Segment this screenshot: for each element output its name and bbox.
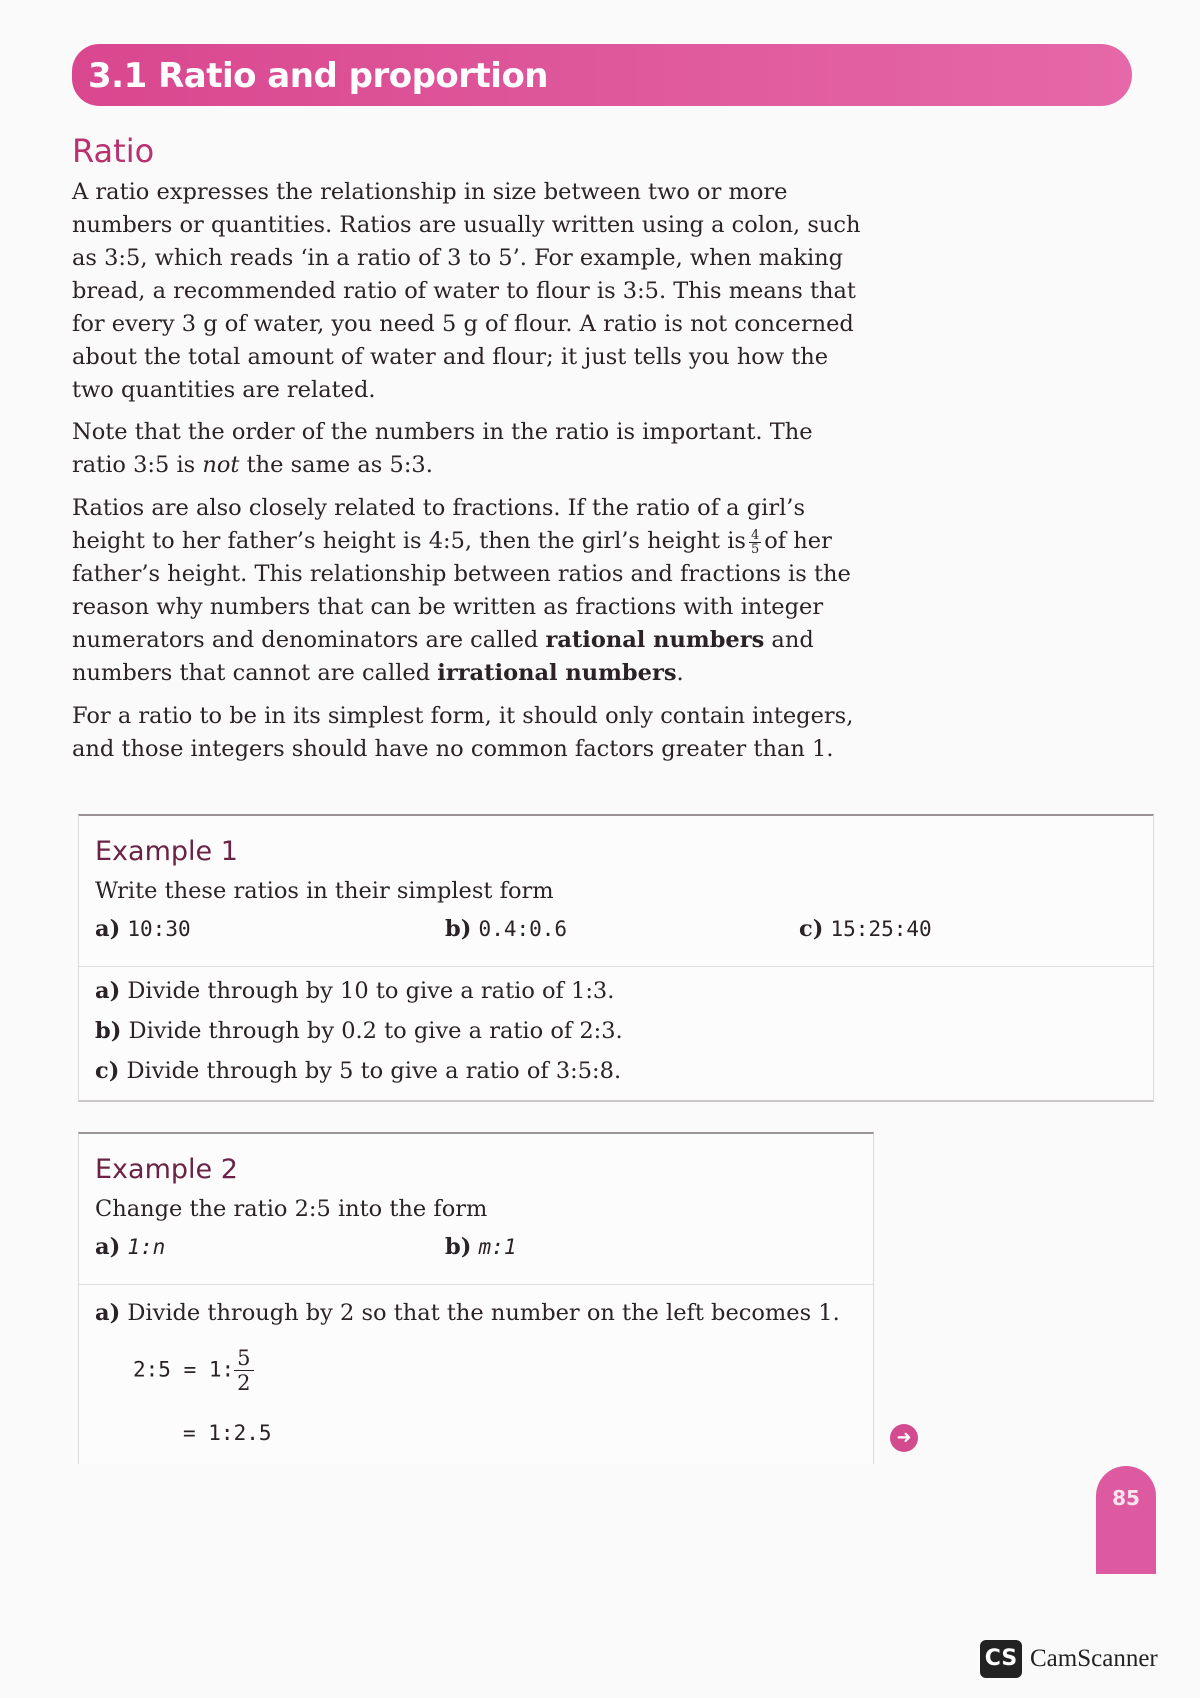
paragraph-fractions-text-d: .	[676, 660, 684, 686]
example-2-prompt: Change the ratio 2:5 into the form	[95, 1196, 488, 1222]
page-number: 85	[1112, 1486, 1140, 1510]
paragraph-fractions-text-b: of her father’s height. This relationship between ratios and fractions is the reason why numbers that can be written as fractions with integer numerators and denominators are called	[72, 528, 851, 653]
example-2-solution-a	[95, 1300, 840, 1326]
equation-line-2	[183, 1420, 272, 1446]
fraction-denominator: 5	[750, 541, 760, 557]
camscanner-logo-icon: CS	[980, 1640, 1022, 1678]
chapter-title: 3.1 Ratio and proportion	[88, 56, 549, 96]
page-number-tab	[1096, 1466, 1156, 1574]
paragraph-fractions-text-c: and numbers that cannot are called	[72, 627, 814, 686]
equation-line-1	[133, 1346, 254, 1395]
emphasis-not: not	[202, 452, 240, 478]
solution-b-label: b)	[95, 1018, 122, 1044]
term-rational-numbers: rational numbers	[545, 627, 765, 653]
paragraph-order-text-b: the same as 5:3.	[239, 452, 433, 478]
paragraph-order-text-a: Note that the order of the numbers in the ratio is important. The ratio 3:5 is	[72, 419, 813, 478]
solution-c-text: Divide through by 5 to give a ratio of 3:5:8.	[126, 1058, 622, 1084]
fraction-numerator: 4	[750, 527, 760, 543]
question-c-value: 15:25:40	[830, 917, 932, 941]
example-1-prompt: Write these ratios in their simplest form	[95, 878, 554, 904]
solution-a-text: Divide through by 2 so that the number on the left becomes 1.	[127, 1300, 840, 1326]
example-1-solution-b	[95, 1018, 623, 1044]
example-1-box	[78, 814, 1154, 1102]
question-c-label: c)	[799, 916, 824, 942]
question-b-label: b)	[445, 1234, 472, 1260]
example-1-question-b	[445, 916, 567, 942]
example-1-solution-c	[95, 1058, 621, 1084]
section-heading: Ratio	[72, 132, 155, 170]
example-1-solution-a	[95, 978, 614, 1004]
term-irrational-numbers: irrational numbers	[437, 660, 677, 686]
arrow-right-circle-icon[interactable]: ➜	[890, 1424, 918, 1452]
question-a-value: 10:30	[127, 917, 191, 941]
example-1-question-c	[799, 916, 932, 942]
equation-1-lhs: 2:5 = 1:	[133, 1357, 235, 1382]
equation-2: = 1:2.5	[183, 1421, 272, 1445]
question-b-value: m:1	[478, 1235, 517, 1259]
equation-1-numerator: 5	[234, 1346, 253, 1371]
example-1-divider	[79, 966, 1153, 967]
paragraph-intro-text: A ratio expresses the relationship in size between two or more numbers or quantities. Ratios are usually written using a colon, such as 3:5, which reads ‘in a ratio of 3 to 5’. For example, when making bread, a recommended ratio of water to flour is 3:5. This means that for every 3 g of water, you need 5 g of flour. A ratio is not concerned about the total amount of water and flour; it just tells you how the two quantities are related.	[72, 179, 861, 403]
paragraph-order	[72, 416, 872, 482]
example-1-title: Example 1	[95, 836, 238, 867]
question-b-label: b)	[445, 916, 472, 942]
paragraph-simplest-form	[72, 700, 872, 766]
example-2-title: Example 2	[95, 1154, 238, 1185]
example-2-question-b	[445, 1234, 516, 1260]
paragraph-simplest-form-text: For a ratio to be in its simplest form, it should only contain integers, and those integers should have no common factors greater than 1.	[72, 703, 854, 762]
example-1-question-a	[95, 916, 191, 942]
question-a-label: a)	[95, 916, 121, 942]
example-2-divider	[79, 1284, 873, 1285]
solution-c-label: c)	[95, 1058, 120, 1084]
equation-1-denominator: 2	[237, 1371, 251, 1395]
question-b-value: 0.4:0.6	[478, 917, 568, 941]
question-a-label: a)	[95, 1234, 121, 1260]
paragraph-fractions	[72, 492, 872, 690]
solution-a-label: a)	[95, 1300, 121, 1326]
camscanner-watermark: CamScanner	[1030, 1645, 1158, 1672]
question-a-value: 1:n	[127, 1235, 166, 1259]
example-2-question-a	[95, 1234, 165, 1260]
example-2-box	[78, 1132, 874, 1464]
equation-1-fraction	[234, 1346, 253, 1395]
solution-a-label: a)	[95, 978, 121, 1004]
paragraph-fractions-text-a: Ratios are also closely related to fractions. If the ratio of a girl’s height to her father’s height is 4:5, then the girl’s height is	[72, 495, 805, 554]
solution-b-text: Divide through by 0.2 to give a ratio of 2:3.	[128, 1018, 623, 1044]
fraction-four-fifths	[749, 529, 761, 556]
solution-a-text: Divide through by 10 to give a ratio of 1:3.	[127, 978, 615, 1004]
paragraph-intro	[72, 176, 872, 407]
